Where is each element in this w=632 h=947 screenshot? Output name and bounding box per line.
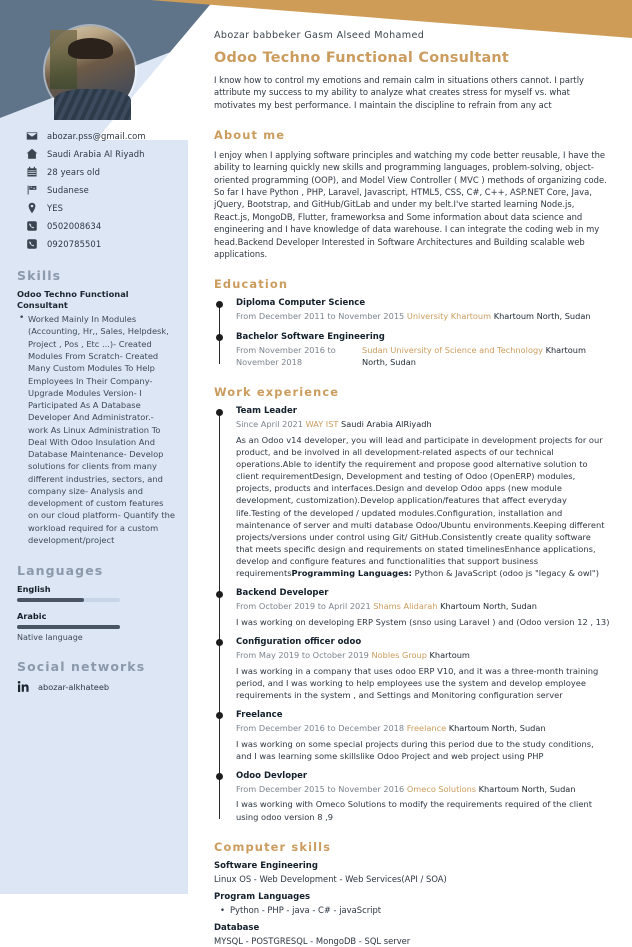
job-place: Khartoum North, Sudan [448, 722, 546, 733]
work-item [236, 406, 610, 579]
contact-item-phone-2 [26, 236, 174, 251]
job-description: I was working with Omeco Solutions to modify the requirements required of the client using odoo version 8 ,9 [236, 799, 592, 822]
education-dates: From December 2011 to November 2015 [236, 311, 405, 322]
education-place: Khartoum North, Sudan [493, 311, 591, 322]
job-place: Khartoum North, Sudan [478, 783, 576, 794]
education-meta [236, 311, 610, 323]
job-org: WAY IST [305, 419, 339, 430]
contact-item-address [26, 146, 174, 161]
contact-value: 0502008634 [47, 220, 102, 231]
education-timeline [214, 298, 610, 368]
job-dates: From October 2019 to April 2021 [236, 601, 371, 612]
contact-item-email [26, 128, 174, 143]
language-name: English [17, 584, 51, 595]
work-timeline [214, 406, 610, 822]
work-item [236, 637, 610, 701]
language-name: Arabic [17, 611, 47, 622]
intro-paragraph: I know how to control my emotions and remain calm in situations others cannot. I partly attribute my success to my ability to analyze what creates stress for myself vs. what motivates my best performance. I maintain the discipline to refrain from any act [214, 75, 585, 110]
education-place: Khartoum North, Sudan [362, 344, 586, 367]
contact-value: 0920785501 [47, 238, 102, 249]
contact-list [0, 128, 188, 251]
job-description-bold: Programming Languages: [291, 568, 412, 579]
education-meta [236, 345, 610, 368]
social-heading: Social networks [17, 659, 146, 675]
job-place: Khartoum North, Sudan [440, 601, 537, 612]
skill-group-title: Program Languages [214, 891, 311, 902]
list-item: • Worked Mainly In Modules (Accounting, Hr,, Sales, Helpdesk, Project , Pos , Etc ...)- Created Modules From Scratch- Created Many Custom Modules To Help Employees In Their Company- Upgrade Modules Version- I Participated As A Database Developer And Administrator.- work As Linux Administration To Deal With Odoo Insulation And Database Maintenance- Develop solutions for clients from many different industries, sectors, and company size- Analysis and development of custom features on our cloud platform- Quantify the workload required for a custom development/project [28, 313, 175, 546]
job-org: Freelance [406, 722, 447, 733]
contact-value: abozar.pss@gmail.com [47, 130, 146, 141]
sidebar-section-languages [0, 563, 188, 642]
contact-item-phone-1 [26, 218, 174, 233]
work-item [236, 710, 610, 762]
job-meta [236, 723, 610, 735]
main-content [190, 0, 632, 946]
envelope-icon [26, 130, 38, 142]
language-note: Native language [17, 633, 83, 643]
job-role: Backend Developer [236, 588, 329, 599]
job-dates: Since April 2021 [236, 419, 303, 430]
job-place: Saudi Arabia AlRiyadh [341, 419, 432, 430]
work-item [236, 588, 610, 628]
job-meta [236, 419, 610, 431]
education-item [236, 298, 610, 323]
degree-title: Diploma Computer Science [236, 298, 366, 309]
languages-heading: Languages [17, 563, 104, 579]
sidebar-content [0, 0, 188, 693]
job-description-tail: Python & JavaScript (odoo js "legacy & owl") [411, 568, 599, 579]
job-description: I was working in a company that uses odoo ERP V10, and it was a three-month training period, and I was working to help employees use the system and develop employee requirements in the system , and Settings and Monitoring configuration server [236, 665, 599, 700]
skills-list [0, 313, 188, 546]
job-description [236, 434, 610, 579]
contact-value: Sudanese [47, 184, 89, 195]
skill-group-body: MYSQL - POSTGRESQL - MongoDB - SQL server [214, 936, 411, 946]
job-description: I was working on developing ERP System (snso using Laravel ) and (Odoo version 12 , 13) [236, 616, 610, 627]
skill-group-title: Software Engineering [214, 860, 318, 871]
job-description: I was working on some special projects during this period due to the study conditions, and I was learning some skillslike Odoo Project and web project using PHP [236, 738, 594, 761]
sidebar-section-skills [0, 268, 188, 546]
section-heading-about: About me [214, 127, 286, 142]
job-org: Omeco Solutions [406, 783, 477, 794]
contact-item-age [26, 164, 174, 179]
computer-skill-group [214, 923, 610, 947]
degree-title: Bachelor Software Engineering [236, 331, 385, 342]
job-place: Khartoum [429, 649, 470, 660]
computer-skills-list [214, 861, 610, 947]
section-heading-computer-skills: Computer skills [214, 839, 332, 854]
page-title: Abozar babbeker Gasm Alseed Mohamed [214, 30, 425, 41]
contact-item-drivers-license [26, 200, 174, 215]
education-org: University Khartoum [406, 311, 492, 322]
job-dates: From December 2015 to November 2016 [236, 783, 405, 794]
contact-value: Saudi Arabia Al Riyadh [47, 148, 145, 159]
job-meta [236, 650, 610, 662]
language-level-fill [17, 625, 120, 629]
flag-icon [26, 184, 38, 196]
section-heading-work: Work experience [214, 385, 340, 400]
job-title: Odoo Techno Functional Consultant [214, 50, 510, 66]
job-org: Shams Alidarah [373, 601, 438, 612]
skill-group-bullets [214, 904, 610, 916]
language-level-bar [17, 598, 120, 602]
social-item-linkedin[interactable] [0, 680, 188, 693]
computer-skill-group [214, 892, 610, 916]
contact-value: 28 years old [47, 166, 100, 177]
list-item: • Python - PHP - java - C# - javaScript [230, 904, 610, 916]
language-level-fill [17, 598, 84, 602]
work-item [236, 771, 610, 823]
computer-skill-group [214, 861, 610, 885]
phone-icon [26, 220, 38, 232]
job-dates: From December 2016 to December 2018 [236, 722, 405, 733]
job-role: Configuration officer odoo [236, 636, 362, 647]
skill-group-body: Linux OS - Web Development - Web Services(API / SOA) [214, 873, 447, 884]
job-meta [236, 601, 610, 613]
skills-subtitle: Odoo Techno Functional Consultant [17, 289, 129, 310]
job-role: Odoo Devloper [236, 770, 308, 781]
calendar-icon [26, 166, 38, 178]
education-org: Sudan University of Science and Technology [362, 344, 543, 355]
job-org: Nobles Group [371, 649, 427, 660]
contact-item-nationality [26, 182, 174, 197]
education-item [236, 332, 610, 368]
location-pin-icon [26, 202, 38, 214]
contact-value: YES [47, 202, 64, 213]
job-role: Freelance [236, 709, 283, 720]
sidebar-section-social [0, 659, 188, 693]
job-meta [236, 784, 610, 796]
education-dates: From November 2016 to November 2018 [236, 344, 336, 367]
phone-icon [26, 238, 38, 250]
social-handle: abozar-alkhateeb [38, 681, 110, 692]
language-item-arabic [0, 611, 188, 642]
job-dates: From May 2019 to October 2019 [236, 649, 369, 660]
linkedin-icon [17, 680, 30, 693]
section-heading-education: Education [214, 277, 289, 292]
education-org-place [362, 345, 610, 368]
job-role: Team Leader [236, 406, 297, 417]
about-paragraph: I enjoy when I applying software principles and watching my code better reusable, I have the ability to learning quickly new skills and programming languages, problem-solving, object-oriented programming (OOP), and Model View Controller ( MVC ) methods of organizing code. So far I have Python , PHP, Laravel, Javascript, HTML5, CSS, C#, C++, ASP.NET Core, Java, jQuery, Bootstrap, and GitHub/GitLab and under my belt.I've started learning Node.js, React.js, MongoDB, Flutter, frameworksa and Some information about data science and engineering and I have knowledge of data warehouse. I can integrate the coding web in my head.Backend Developer Interested in Software Architectures and Building scalable web applications. [214, 149, 607, 259]
language-level-bar [17, 625, 120, 629]
skill-group-title: Database [214, 923, 260, 933]
skills-heading: Skills [17, 268, 62, 283]
job-description-text: As an Odoo v14 developer, you will lead and participate in development projects for our product, and be involved in all development-related aspects of our technical operations.Able to identify the requirement and propose good alternative solution to client requirementDesign, Development and testing of Odoo (OpenERP) modules, projects, products and interfaces.Design and develop Odoo apps (new module development, customization).Develop application/features that affect everyday life.Testing of the developed / updated modules.Configuration, installation and maintenance of server and multi database Odoo/Ubuntu environments.Keeping different projects/versions under control using Git/ GitHub.Consistently create quality software that meets specific design and requirements on stated timelinesEnhance applications, develop and configure features and functionalities that support business requirements [236, 434, 605, 579]
home-icon [26, 148, 38, 160]
language-item-english [0, 584, 188, 602]
